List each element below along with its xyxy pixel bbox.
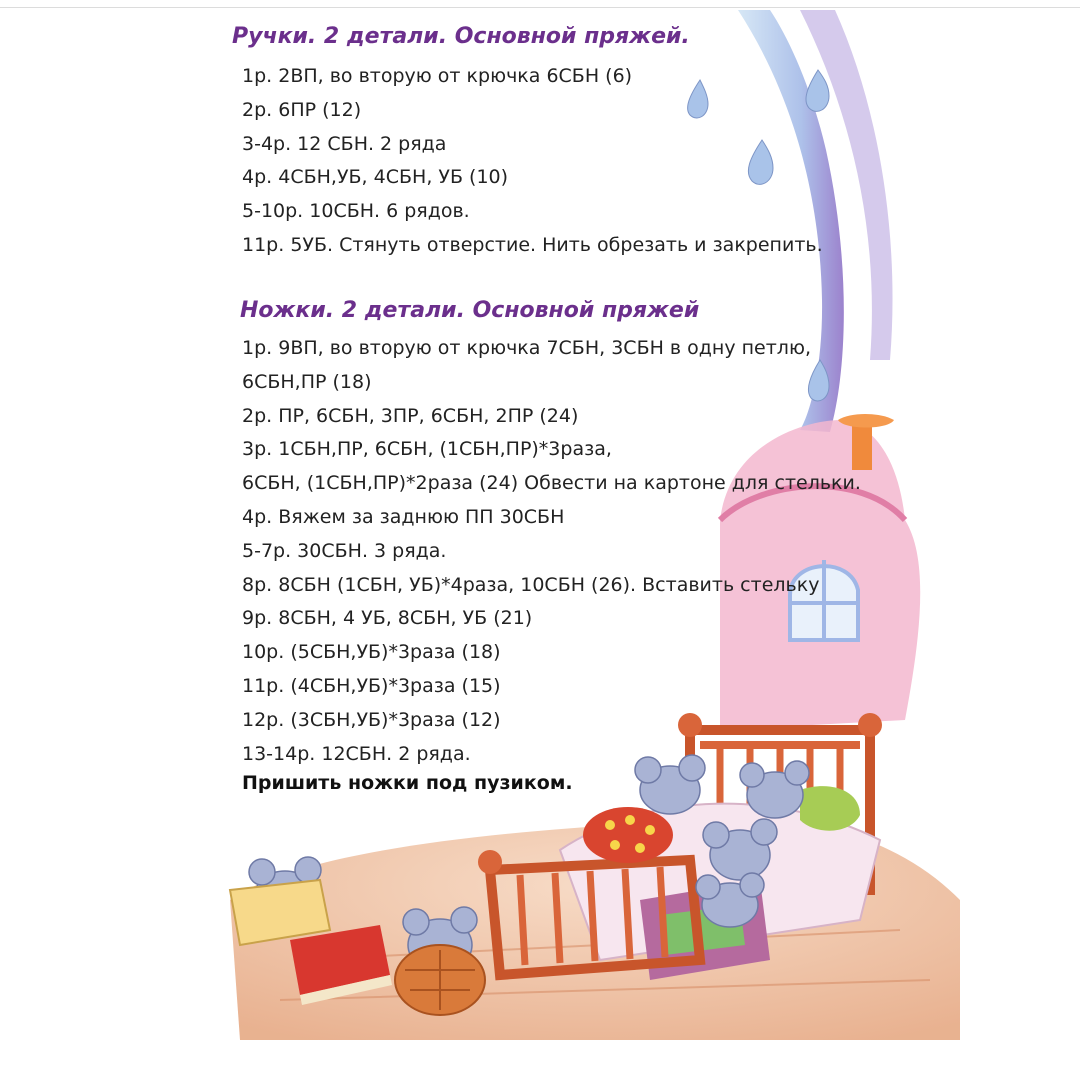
- list-item: 4р. 4СБН,УБ, 4СБН, УБ (10): [242, 166, 509, 189]
- list-item: 6СБН, (1СБН,ПР)*2раза (24) Обвести на картоне для стельки.: [242, 472, 861, 495]
- list-item: 11р. (4СБН,УБ)*3раза (15): [242, 674, 501, 697]
- arms-rows-list: [242, 60, 823, 263]
- list-item: 9р. 8СБН, 4 УБ, 8СБН, УБ (21): [242, 607, 533, 630]
- list-item: 2р. 6ПР (12): [242, 98, 362, 121]
- list-item: 3-4р. 12 СБН. 2 ряда: [242, 132, 447, 155]
- list-item: 10р. (5СБН,УБ)*3раза (18): [242, 641, 501, 664]
- arms-section-title: Ручки. 2 детали. Основной пряжей.: [232, 24, 690, 49]
- final-instruction: Пришить ножки под пузиком.: [242, 772, 573, 794]
- legs-section-title: Ножки. 2 детали. Основной пряжей: [240, 298, 700, 323]
- list-item: 5-7р. 30СБН. 3 ряда.: [242, 539, 447, 562]
- list-item: 11р. 5УБ. Стянуть отверстие. Нить обрезать и закрепить.: [242, 233, 823, 256]
- list-item: 13-14р. 12СБН. 2 ряда.: [242, 742, 471, 765]
- list-item: 1р. 2ВП, во вторую от крючка 6СБН (6): [242, 65, 633, 87]
- list-item: 12р. (3СБН,УБ)*3раза (12): [242, 708, 501, 731]
- list-item: 2р. ПР, 6СБН, 3ПР, 6СБН, 2ПР (24): [242, 404, 579, 427]
- dotted-blanket: [583, 807, 673, 863]
- list-item: 5-10р. 10СБН. 6 рядов.: [242, 200, 470, 223]
- list-item: 1р. 9ВП, во вторую от крючка 7СБН, 3СБН в одну петлю,: [242, 337, 811, 359]
- legs-rows-list: [242, 332, 861, 771]
- list-item: 3р. 1СБН,ПР, 6СБН, (1СБН,ПР)*3раза,: [242, 438, 612, 461]
- list-item: 4р. Вяжем за заднюю ПП 30СБН: [242, 505, 565, 528]
- list-item: 6СБН,ПР (18): [242, 370, 372, 393]
- list-item: 8р. 8СБН (1СБН, УБ)*4раза, 10СБН (26). Вставить стельку: [242, 573, 820, 596]
